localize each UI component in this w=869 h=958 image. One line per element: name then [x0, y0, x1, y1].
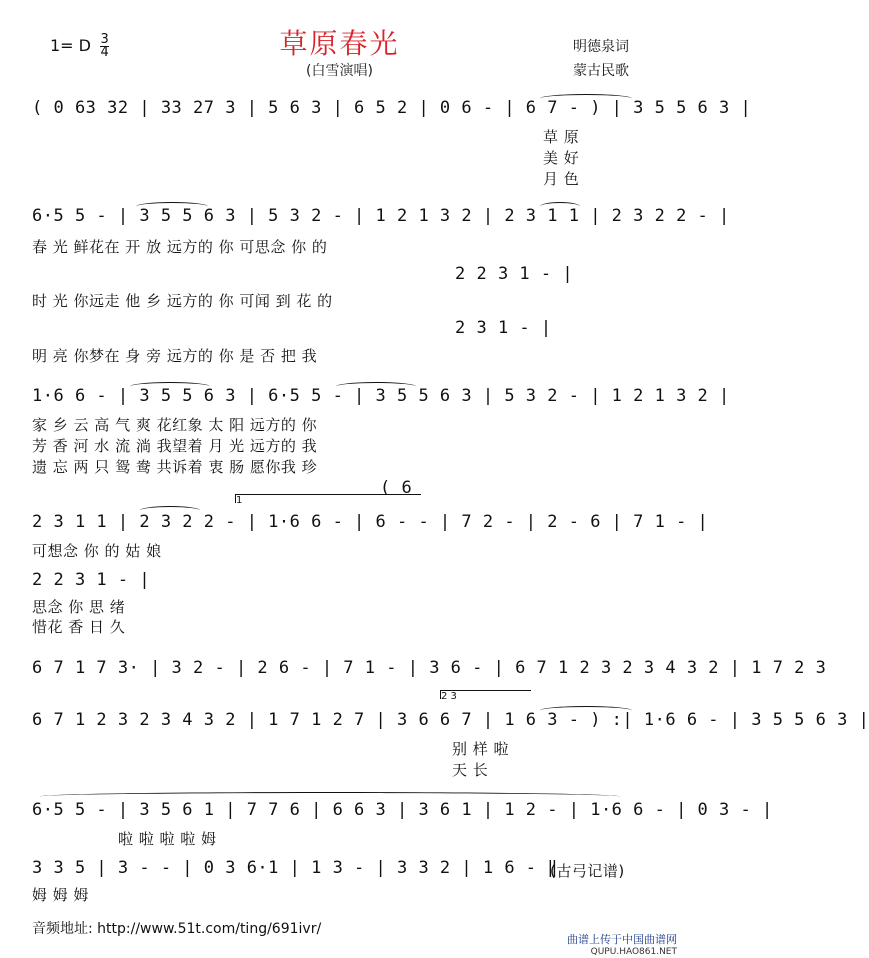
- lyric-8: 啦 啦 啦 啦 姆: [118, 830, 217, 848]
- lyric-5-verse-2: 惜花 香 日 久: [32, 618, 126, 636]
- second-ending-bracket: 2 3: [440, 690, 531, 699]
- watermark-text: 曲谱上传于中国曲谱网: [567, 933, 677, 946]
- lyricist-credit: 明德泉词: [573, 39, 629, 55]
- audio-label: 音频地址:: [32, 921, 93, 937]
- score-line-2c: 2 3 1 - |: [455, 318, 552, 338]
- time-signature: $\frac{3}{4}$: [100, 32, 109, 60]
- lyric-2-verse-3: 明 亮 你梦在 身 旁 远方的 你 是 否 把 我: [32, 347, 318, 365]
- composer-credit: 蒙古民歌: [573, 63, 629, 79]
- audio-link-row: [32, 918, 321, 938]
- interlude-start: ( 6: [380, 478, 413, 498]
- notation-source: (古弓记谱): [550, 862, 625, 880]
- score-line-3: 1·6 6 - | 3 5 5 6 3 | 6·5 5 - | 3 5 5 6 3 | 5 3 2 - | 1 2 1 3 2 |: [32, 386, 730, 406]
- score-line-7: 6 7 1 2 3 2 3 4 3 2 | 1 7 1 2 7 | 3 6 6 7 | 1 6 3 - ) :| 1·6 6 - | 3 5 5 6 3 |: [32, 710, 869, 730]
- score-line-4: 2 3 1 1 | 2 3 2 2 - | 1·6 6 - | 6 - - | 7 2 - | 2 - 6 | 7 1 - |: [32, 512, 709, 532]
- singer-credit: (白雪演唱): [306, 63, 373, 79]
- lyric-7-verse-1: 别 样 啦: [452, 740, 510, 758]
- key-signature: 1= D $\frac{3}{4}$: [50, 32, 109, 60]
- song-title: 草原春光: [279, 27, 400, 60]
- score-line-2: 6·5 5 - | 3 5 5 6 3 | 5 3 2 - | 1 2 1 3 2 | 2 3 1 1 | 2 3 2 2 - |: [32, 206, 730, 226]
- score-line-5: 2 2 3 1 - |: [32, 570, 151, 590]
- first-ending-bracket: 1: [235, 494, 421, 503]
- site-watermark: [567, 934, 677, 958]
- audio-url-link[interactable]: http://www.51t.com/ting/691ivr/: [97, 921, 322, 937]
- lyric-1-verse-2: 美 好: [543, 149, 580, 167]
- lyric-1-verse-3: 月 色: [543, 170, 580, 188]
- lyric-4: 可想念 你 的 姑 娘: [32, 542, 162, 560]
- lyric-2-verse-1: 春 光 鲜花在 开 放 远方的 你 可思念 你 的: [32, 238, 328, 256]
- lyric-3-verse-3: 遗 忘 两 只 鸳 鸯 共诉着 衷 肠 愿你我 珍: [32, 458, 318, 476]
- lyric-2-verse-2: 时 光 你远走 他 乡 远方的 你 可闻 到 花 的: [32, 292, 333, 310]
- lyric-7-verse-2: 天 长: [452, 761, 489, 779]
- score-line-1: ( 0 63 32 | 33 27 3 | 5 6 3 | 6 5 2 | 0 6 - | 6 7 - ) | 3 5 5 6 3 |: [32, 98, 752, 118]
- score-line-2b: 2 2 3 1 - |: [455, 264, 574, 284]
- lyric-5-verse-1: 思念 你 思 绪: [32, 598, 126, 616]
- score-line-9: 3 3 5 | 3 - - | 0 3 6·1 | 1 3 - | 3 3 2 | 1 6 - ‖: [32, 858, 559, 878]
- score-line-8: 6·5 5 - | 3 5 6 1 | 7 7 6 | 6 6 3 | 3 6 1 | 1 2 - | 1·6 6 - | 0 3 - |: [32, 800, 773, 820]
- lyric-1-verse-1: 草 原: [543, 128, 580, 146]
- lyric-3-verse-1: 家 乡 云 高 气 爽 花红象 太 阳 远方的 你: [32, 416, 318, 434]
- watermark-domain: QUPU.HAO861.NET: [590, 947, 677, 957]
- lyric-3-verse-2: 芳 香 河 水 流 淌 我望着 月 光 远方的 我: [32, 437, 318, 455]
- score-line-6: 6 7 1 7 3· | 3 2 - | 2 6 - | 7 1 - | 3 6 - | 6 7 1 2 3 2 3 4 3 2 | 1 7 2 3: [32, 658, 827, 678]
- lyric-9: 姆 姆 姆: [32, 886, 90, 904]
